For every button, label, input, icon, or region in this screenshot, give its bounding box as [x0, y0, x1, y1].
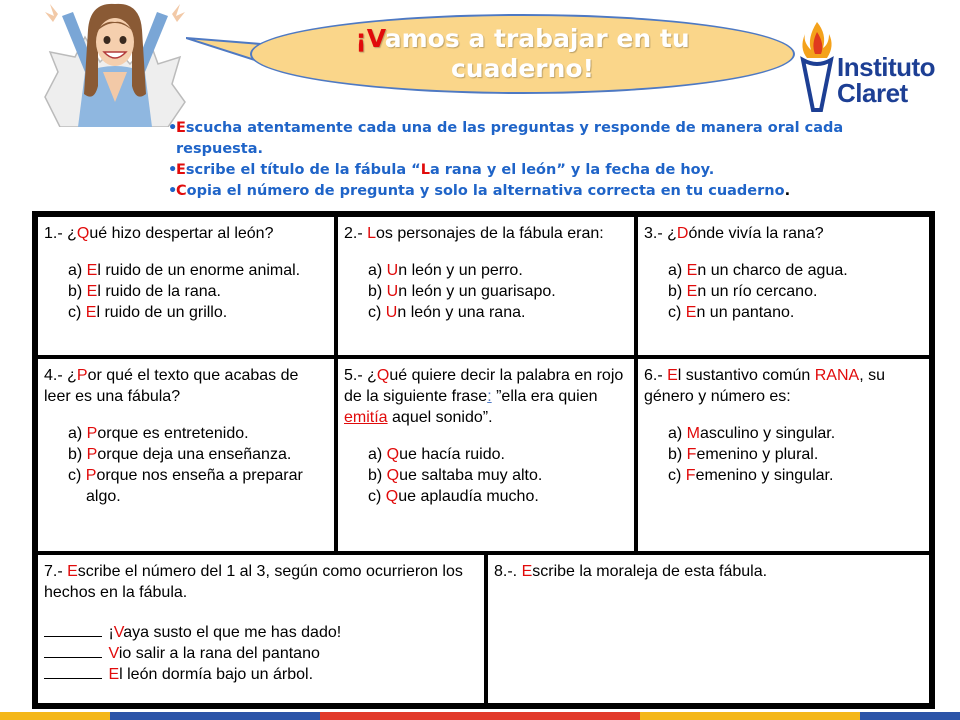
- option-6c: c) Femenino y singular.: [668, 467, 834, 484]
- option-3a: a) En un charco de agua.: [668, 262, 848, 279]
- avatar-illustration: [40, 2, 190, 127]
- option-6b: b) Femenino y plural.: [668, 446, 819, 463]
- sequence-item-2: Vio salir a la rana del pantano: [44, 643, 478, 664]
- sequence-item-1: ¡Vaya susto el que me has dado!: [44, 622, 478, 643]
- bubble-title-highlight: ¡V: [355, 24, 385, 53]
- question-1-cell: [36, 215, 336, 357]
- option-2a: a) Un león y un perro.: [368, 262, 523, 279]
- question-7-sequence: [44, 622, 478, 685]
- option-2b: b) Un león y un guarisapo.: [368, 283, 556, 300]
- question-3-text: 3.- ¿Dónde vivía la rana?: [644, 225, 824, 242]
- question-8-text: 8.-. Escribe la moraleja de esta fábula.: [494, 563, 768, 580]
- question-2-options: [344, 260, 628, 323]
- question-3-options: [644, 260, 923, 323]
- question-4-cell: [36, 357, 336, 553]
- instituto-claret-logo: [797, 20, 947, 115]
- option-1c: c) El ruido de un grillo.: [68, 304, 228, 321]
- instruction-3: • Copia el número de pregunta y solo la alternativa correcta en tu cuaderno.: [168, 183, 791, 199]
- option-2c: c) Un león y una rana.: [368, 304, 526, 321]
- logo-line-2: Claret: [837, 78, 908, 108]
- questions-grid: [32, 211, 935, 709]
- footer-color-stripe: [0, 712, 960, 720]
- option-6a: a) Masculino y singular.: [668, 425, 836, 442]
- question-5-cell: [336, 357, 636, 553]
- question-6-text: 6.- El sustantivo común RANA, su género y número es:: [644, 367, 885, 405]
- torch-icon: [797, 20, 837, 112]
- option-3c: c) En un pantano.: [668, 304, 795, 321]
- question-7-cell: [36, 553, 486, 705]
- question-6-options: [644, 423, 923, 486]
- instruction-1: • Escucha atentamente cada una de las preguntas y responde de manera oral cada respuesta.: [168, 120, 844, 157]
- question-4-options: [44, 423, 328, 507]
- option-3b: b) En un río cercano.: [668, 283, 818, 300]
- speech-bubble: [250, 14, 795, 94]
- option-4b: b) Porque deja una enseñanza.: [68, 446, 292, 463]
- question-1-text: 1.- ¿Qué hizo despertar al león?: [44, 225, 274, 242]
- option-5b: b) Que saltaba muy alto.: [368, 467, 543, 484]
- answer-blank[interactable]: [44, 623, 102, 637]
- question-1-options: [44, 260, 328, 323]
- instruction-2: • Escribe el título de la fábula “La rana y el león” y la fecha de hoy.: [168, 162, 715, 178]
- option-5a: a) Que hacía ruido.: [368, 446, 505, 463]
- question-7-text: 7.- Escribe el número del 1 al 3, según como ocurrieron los hechos en la fábula.: [44, 563, 463, 601]
- question-2-text: 2.- Los personajes de la fábula eran:: [344, 225, 604, 242]
- option-4a: a) Porque es entretenido.: [68, 425, 249, 442]
- question-5-options: [344, 444, 628, 507]
- logo-line-1: Instituto: [837, 52, 936, 82]
- bubble-title-rest: amos a trabajar en tu cuaderno!: [384, 24, 690, 83]
- question-6-cell: [636, 357, 931, 553]
- highlighted-word-emitia: emitía: [344, 409, 388, 426]
- logo-text: [837, 54, 935, 106]
- bubble-title: [353, 24, 693, 84]
- question-8-cell: [486, 553, 931, 705]
- option-5c: c) Que aplaudía mucho.: [368, 488, 539, 505]
- answer-blank[interactable]: [44, 644, 102, 658]
- question-2-cell: [336, 215, 636, 357]
- option-1b: b) El ruido de la rana.: [68, 283, 221, 300]
- highlighted-word-rana: RANA: [814, 367, 860, 384]
- option-1a: a) El ruido de un enorme animal.: [68, 262, 301, 279]
- answer-blank[interactable]: [44, 665, 102, 679]
- question-4-text: 4.- ¿Por qué el texto que acabas de leer es una fábula?: [44, 367, 299, 405]
- instructions-list: [170, 118, 910, 202]
- question-3-cell: [636, 215, 931, 357]
- question-5-text: 5.- ¿Qué quiere decir la palabra en rojo de la siguiente frase: ”ella era quien emitía aquel sonido”.: [344, 367, 624, 426]
- sequence-item-3: El león dormía bajo un árbol.: [44, 664, 478, 685]
- option-4c: c) Porque nos enseña a preparar algo.: [68, 467, 303, 505]
